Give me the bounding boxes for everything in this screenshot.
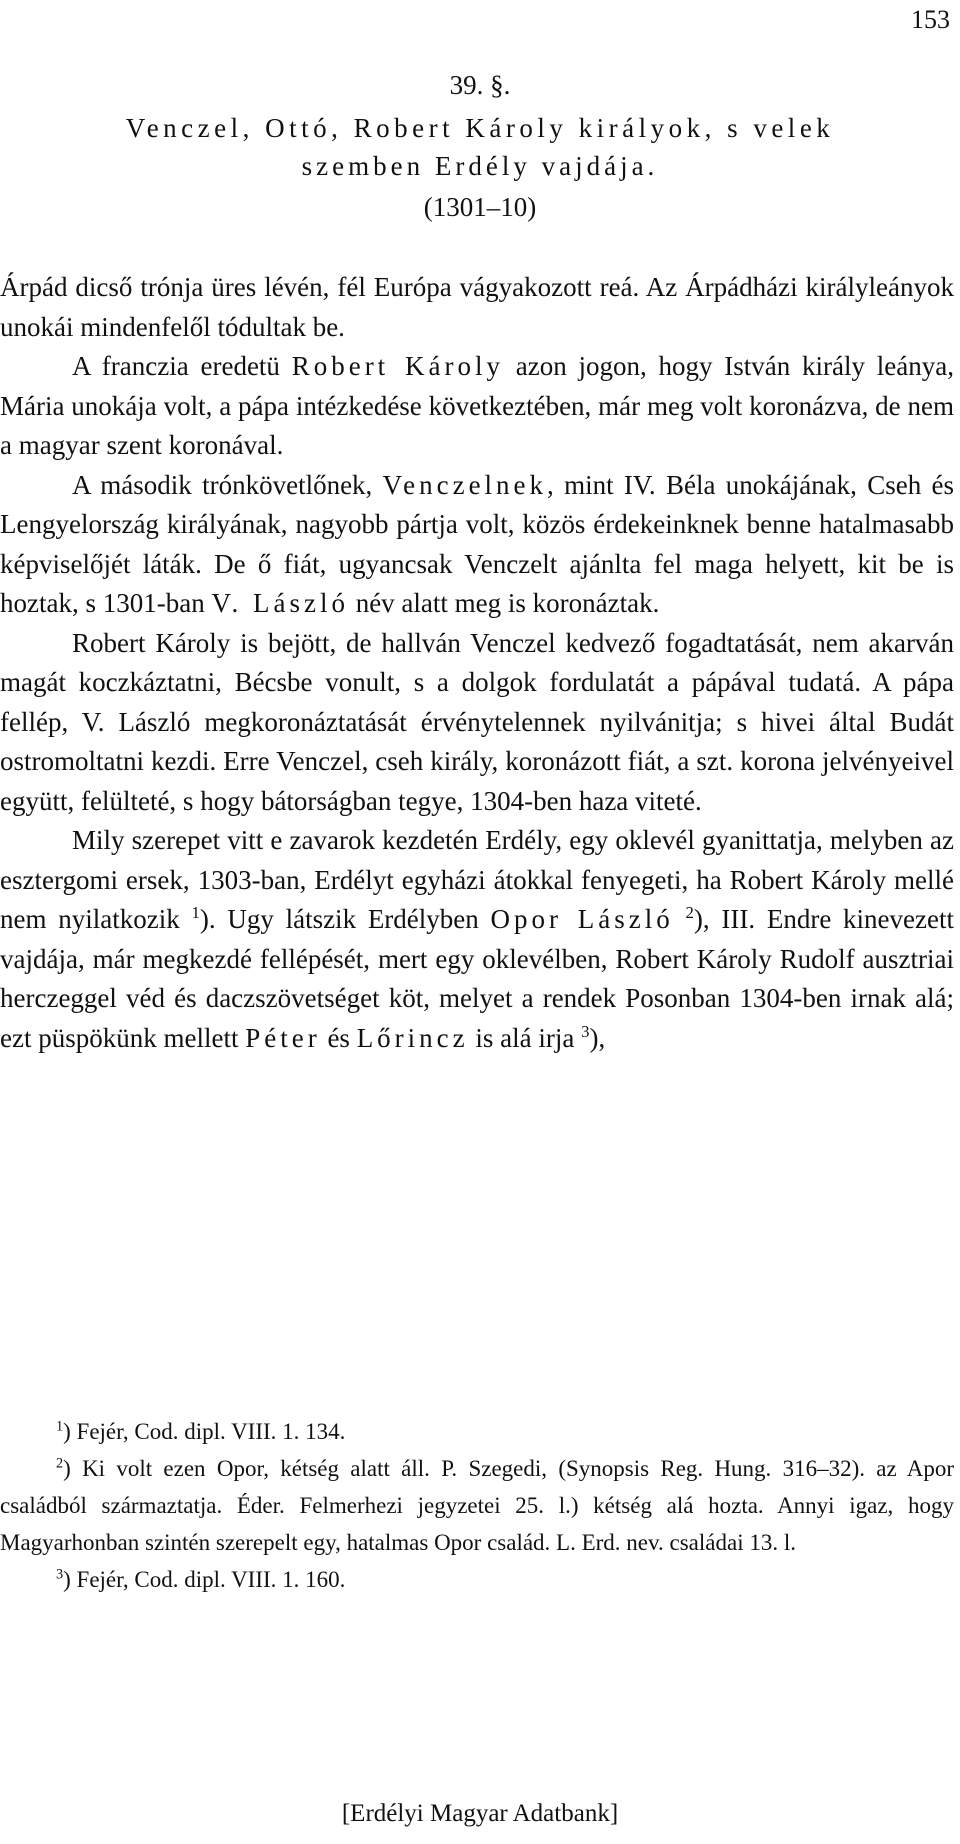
paragraph-5-text-c bbox=[674, 904, 686, 934]
paragraph-5-text-a: Mily szerepet vitt e zavarok kezdetén Erdély, egy oklevél gyanittatja, melyben az esztergomi ersek, 1303-ban, Erdélyt egyházi átokkal fenyegeti, ha Robert Károly mellé nem nyilatkozik bbox=[0, 825, 954, 934]
paragraph-2-text-b: azon jogon, hogy István király leánya, Mária unokája volt, a pápa intézkedése következtében, már meg volt koronázva, de nem a magyar szent koronával. bbox=[0, 351, 954, 460]
footnote-mark-3: 3 bbox=[56, 1566, 64, 1583]
chapter-title-line-1: Venczel, Ottó, Robert Károly királyok, s velek bbox=[125, 113, 835, 143]
main-text bbox=[0, 268, 954, 1058]
footnote-ref-2[interactable]: 2 bbox=[685, 903, 694, 922]
page-number: 153 bbox=[911, 5, 950, 34]
chapter-title-line-2: szemben Erdély vajdája. bbox=[301, 151, 659, 181]
spaced-name-robert-karoly: Robert Károly bbox=[291, 351, 504, 381]
spaced-name-venczelnek: Venczelnek bbox=[382, 469, 548, 500]
footnote-2-text: ) Ki volt ezen Opor, kétség alatt áll. P. Szegedi, (Synopsis Reg. Hung. 316–32). az Apor családból származtatja. Éder. Felmerhezi jegyzetei 25. l.) kétség alá hozta. Annyi igaz, hogy Magyarhonban szintén szerepelt egy, hatalmas Opor család. L. Erd. nev. családai 13. l. bbox=[0, 1456, 954, 1555]
footnotes bbox=[0, 1413, 954, 1598]
paragraph-2 bbox=[0, 347, 954, 466]
paragraph-3-text-b: , mint IV. Béla unokájának, Cseh és Lengyelország királyának, nagyobb pártja volt, közös érdekeinknek benne hatalmasabb képviselőjét láták. De ő fiát, ugyancsak Venczelt ajánlta fel maga helyett, kit be is hoztak, s 1301-ban bbox=[0, 469, 955, 618]
paragraph-3-text-c: név alatt meg is koronáztak. bbox=[348, 588, 660, 618]
footer-source: [Erdélyi Magyar Adatbank] bbox=[341, 1800, 619, 1827]
footnote-3-text: ) Fejér, Cod. dipl. VIII. 1. 160. bbox=[63, 1567, 346, 1592]
footnote-1 bbox=[0, 1413, 954, 1450]
footnote-mark-1: 1 bbox=[56, 1418, 64, 1435]
paragraph-4 bbox=[0, 624, 954, 822]
paragraph-5 bbox=[0, 821, 954, 1058]
paragraph-3 bbox=[0, 466, 954, 624]
footnote-mark-2: 2 bbox=[56, 1455, 64, 1472]
spaced-name-lorincz: Lőrincz bbox=[356, 1022, 469, 1053]
footnote-2 bbox=[0, 1450, 954, 1561]
paragraph-1 bbox=[0, 268, 954, 347]
paragraph-5-text-b: ). Ugy látszik Erdélyben bbox=[199, 904, 491, 934]
footnote-ref-3[interactable]: 3 bbox=[581, 1021, 590, 1041]
spaced-name-opor-laszlo: Opor László bbox=[490, 904, 674, 934]
spaced-name-v-laszlo: V. László bbox=[211, 588, 349, 618]
footnote-3 bbox=[0, 1561, 954, 1598]
paragraph-5-text-d: ), III. Endre kinevezett vajdája, már megkezdé fellépését, mert egy oklevélben, Robert Károly Rudolf ausztriai herczeggel véd és daczszövetséget köt, melyet a rendek Posonban 1304-ben irnak alá; ezt püspökünk mellett bbox=[0, 904, 954, 1053]
paragraph-5-text-f: is alá irja bbox=[468, 1022, 582, 1053]
paragraph-4-text: Robert Károly is bejött, de hallván Venczel kedvező fogadtatását, nem akarván magát koczkáztatni, Bécsbe vonult, s a dolgok fordulatát a pápával tudatá. A pápa fellép, V. László megkoronáztatását érvénytelennek nyilvánitja; s hivei által Budát ostromoltatni kezdi. Erre Venczel, cseh király, koronázott fiát, a szt. korona jelvényeivel együtt, felülteté, s hogy bátorságban tegye, 1304-ben haza viteté. bbox=[0, 627, 954, 816]
section-number: 39. §. bbox=[449, 70, 511, 100]
chapter-years: (1301–10) bbox=[423, 192, 537, 222]
paragraph-2-text-a: A franczia eredetü bbox=[72, 351, 292, 381]
paragraph-1-text: Árpád dicső trónja üres lévén, fél Európa vágyakozott reá. Az Árpádházi királyleányok unokái mindenfelől tódultak be. bbox=[0, 272, 954, 342]
paragraph-5-text-g: ), bbox=[589, 1022, 606, 1053]
footnote-ref-1[interactable]: 1 bbox=[191, 903, 200, 922]
spaced-name-peter: Péter bbox=[245, 1022, 321, 1053]
paragraph-5-text-e: és bbox=[320, 1022, 357, 1053]
footnote-1-text: ) Fejér, Cod. dipl. VIII. 1. 134. bbox=[63, 1419, 346, 1444]
paragraph-3-text-a: A második trónkövetlőnek, bbox=[72, 469, 383, 500]
